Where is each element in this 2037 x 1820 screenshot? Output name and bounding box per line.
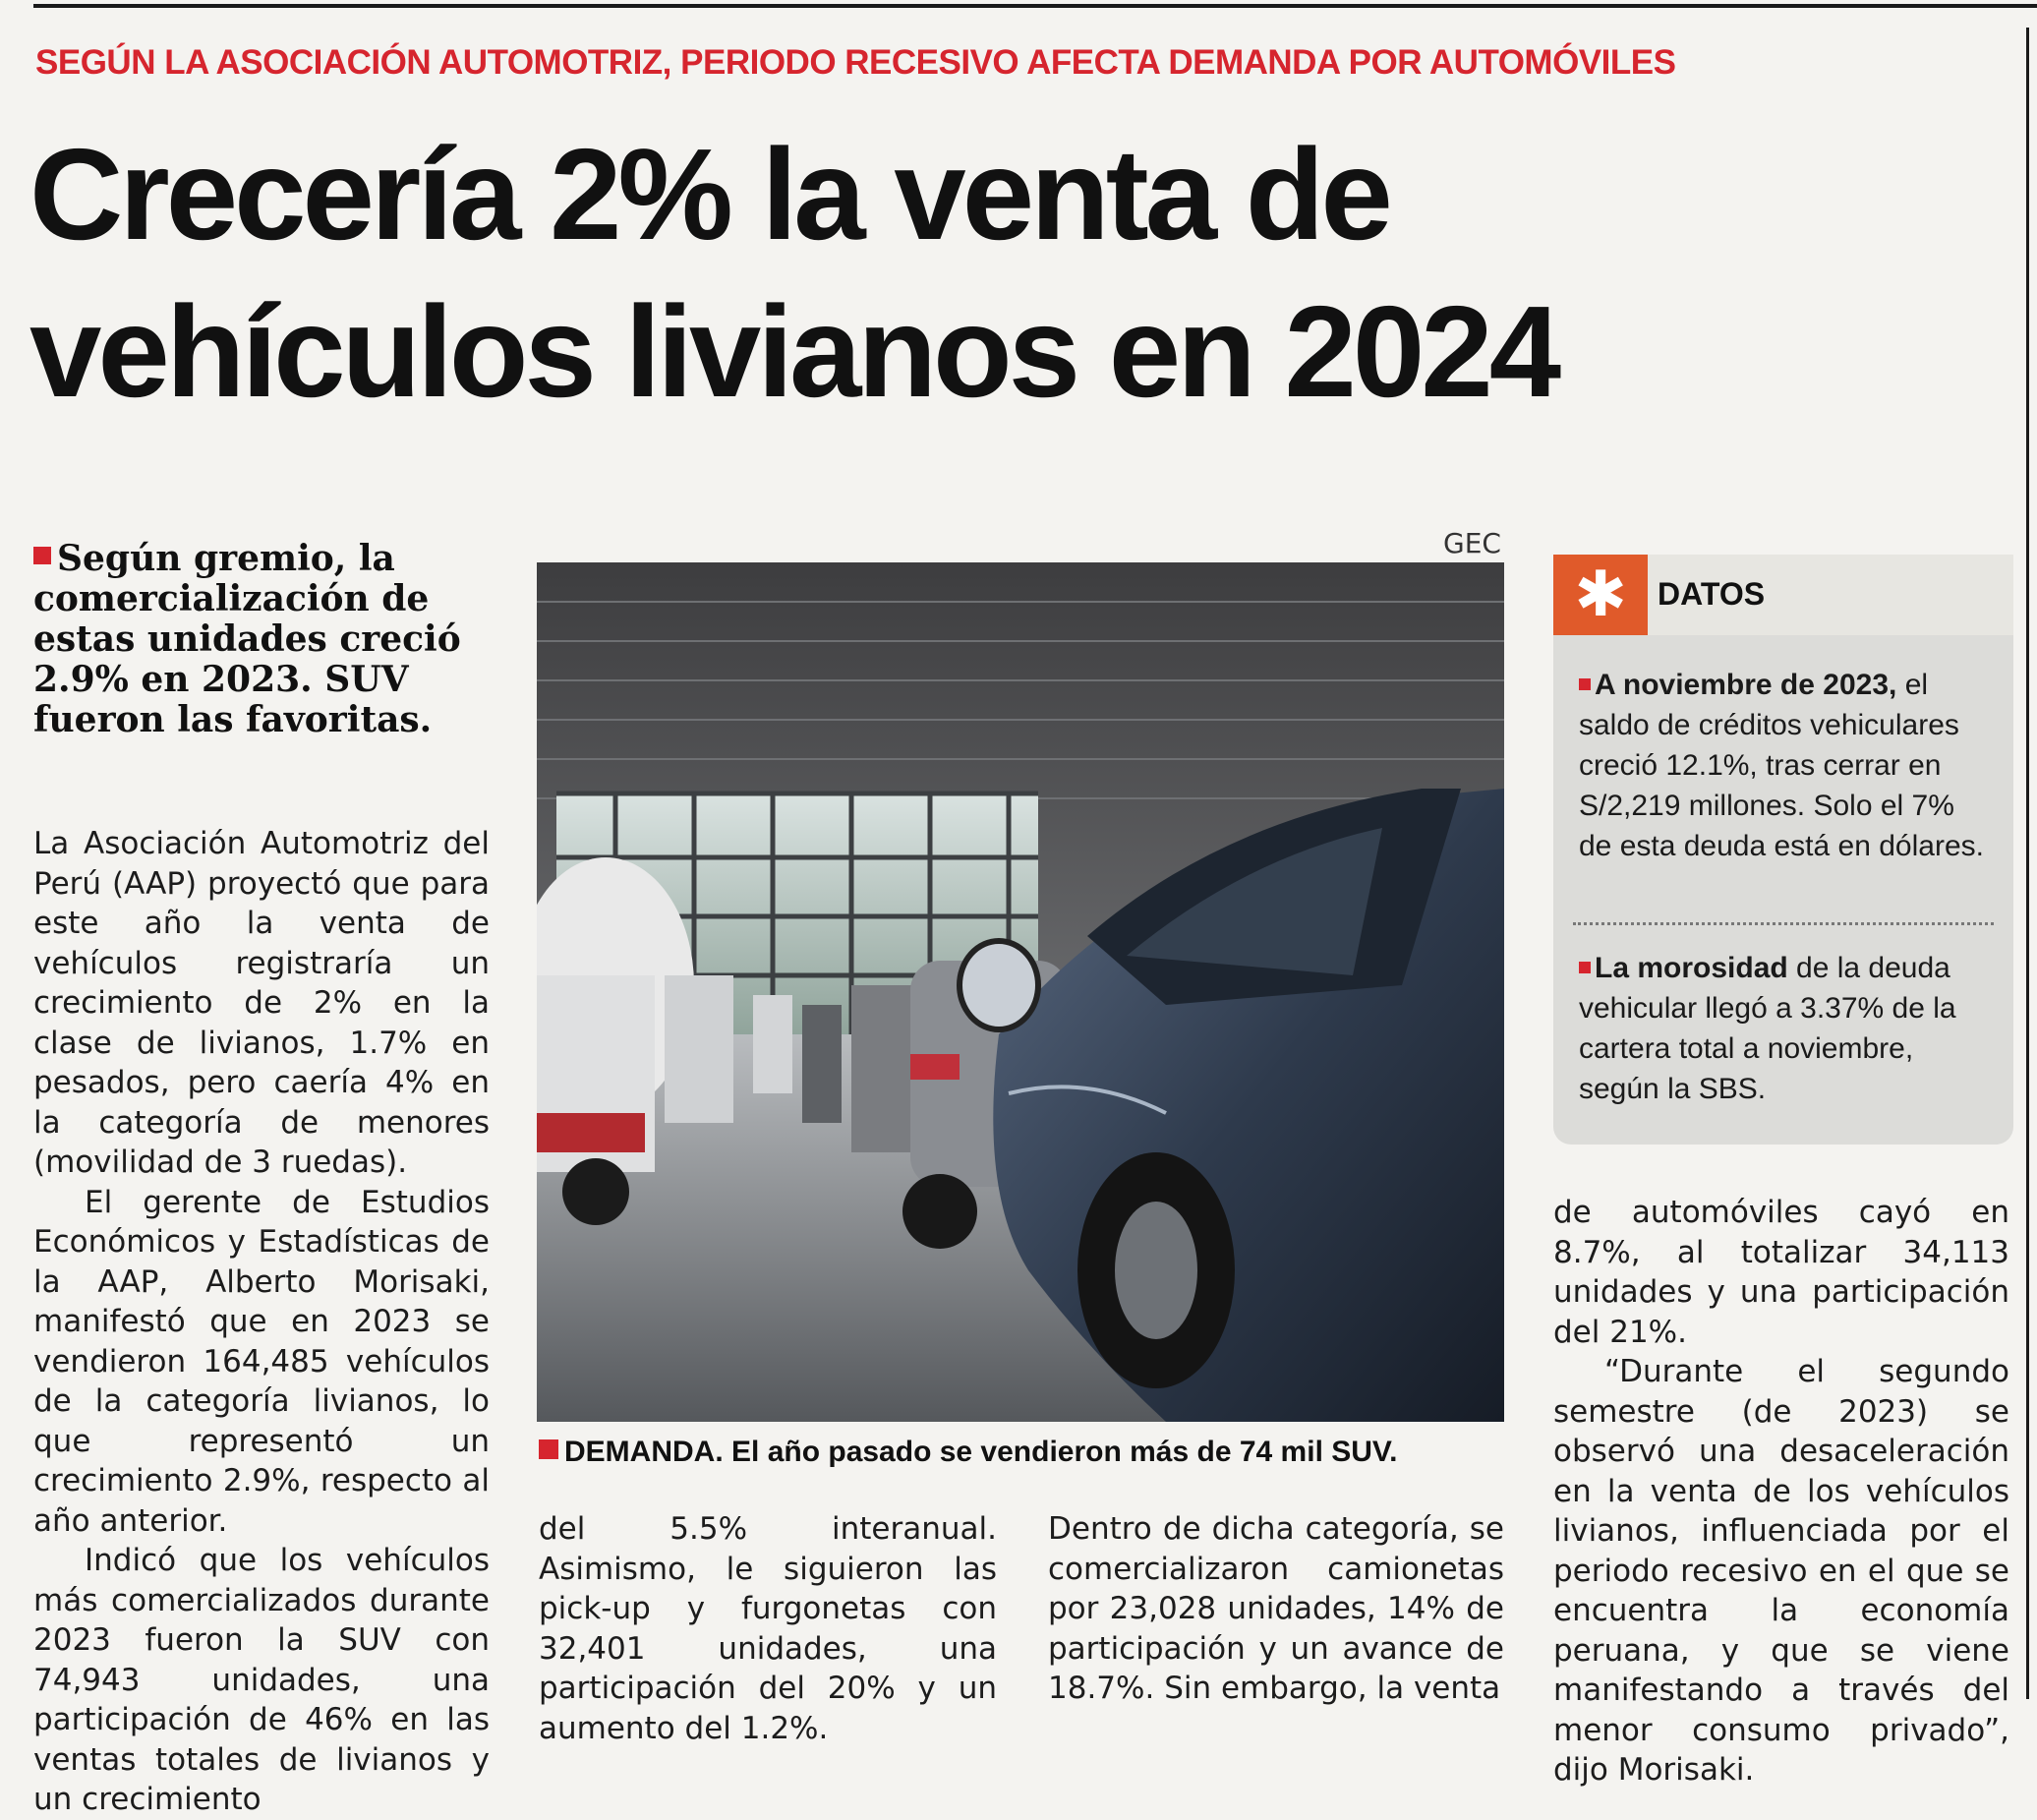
photo-credit: GEC <box>1443 527 1501 559</box>
bullet-icon <box>539 1439 558 1459</box>
top-rule <box>33 4 2037 8</box>
headline-line-1: Crecería 2% la venta de <box>29 122 1389 266</box>
headline-line-2: vehículos livianos en 2024 <box>29 279 1558 424</box>
body-column-3 <box>1048 1509 1504 1709</box>
body-column-1 <box>33 824 490 1820</box>
dealership-photo <box>537 562 1504 1422</box>
datos-sidebar <box>1553 555 2013 1145</box>
datos-title: DATOS <box>1658 576 1766 612</box>
datos-header <box>1553 555 2013 635</box>
body-column-4 <box>1553 1193 2009 1791</box>
lead-text: Según gremio, la comercialización de estas unidades creció 2.9% en 2023. SUV fueron las favoritas. <box>33 538 461 740</box>
datos-item <box>1579 948 1992 1109</box>
paragraph: “Durante el segundo semestre (de 2023) se observó una desaceleración en la venta de los vehículos livianos, influenciada por el periodo recesivo en el que se encuentra la economía peruana, y que se viene manifestando a través del menor consumo privado”, dijo Morisaki. <box>1553 1354 2009 1788</box>
datos-item-highlight: La morosidad <box>1595 952 1788 984</box>
paragraph: Indicó que los vehículos más comercializados durante 2023 fueron la SUV con 74,943 unidades, una participación de 46% en las ventas totales de livianos y un crecimiento <box>33 1543 490 1817</box>
datos-separator <box>1573 922 1994 925</box>
kicker: SEGÚN LA ASOCIACIÓN AUTOMOTRIZ, PERIODO RECESIVO AFECTA DEMANDA POR AUTOMÓVILES <box>35 43 1676 82</box>
caption-text: El año pasado se vendieron más de 74 mil SUV. <box>731 1436 1398 1468</box>
paragraph: de automóviles cayó en 8.7%, al totalizar 34,113 unidades y una participación del 21%. <box>1553 1195 2009 1350</box>
paragraph: La Asociación Automotriz del Perú (AAP) proyectó que para este año la venta de vehículos registraría un crecimiento de 2% en la clase de livianos, 1.7% en pesados, pero caería 4% en la categoría de menores (movilidad de 3 ruedas). <box>33 826 490 1180</box>
bullet-icon <box>1579 962 1591 973</box>
paragraph: El gerente de Estudios Económicos y Estadísticas de la AAP, Alberto Morisaki, manifestó que en 2023 se vendieron 164,485 vehículos de la categoría livianos, lo que representó un crecimiento 2.9%, respecto al año anterior. <box>33 1184 490 1539</box>
photo-illustration <box>537 562 1504 1422</box>
bullet-icon <box>1579 678 1591 690</box>
bullet-icon <box>33 547 51 564</box>
headline <box>29 116 2025 431</box>
lead-summary <box>33 539 486 740</box>
caption-label: DEMANDA. <box>564 1436 724 1468</box>
datos-item <box>1579 665 1992 866</box>
datos-item-highlight: A noviembre de 2023, <box>1595 669 1897 701</box>
datos-item-text: el saldo de créditos vehiculares creció 12.1%, tras cerrar en S/2,219 millones. Solo el 7% de esta deuda está en dólares. <box>1579 669 1984 862</box>
datos-item-text: de la deuda vehicular llegó a 3.37% de la cartera total a noviembre, según la SBS. <box>1579 952 1956 1105</box>
photo-caption <box>539 1436 1502 1469</box>
paragraph: Dentro de dicha categoría, se comercializaron camionetas por 23,028 unidades, 14% de participación y un avance de 18.7%. Sin embargo, la venta <box>1048 1511 1504 1706</box>
right-rule <box>2026 28 2029 1699</box>
body-column-2 <box>539 1509 997 1748</box>
paragraph: del 5.5% interanual. Asimismo, le siguieron las pick-up y furgonetas con 32,401 unidades, una participación del 20% y un aumento del 1.2%. <box>539 1511 997 1746</box>
asterisk-icon: ✱ <box>1553 555 1648 635</box>
